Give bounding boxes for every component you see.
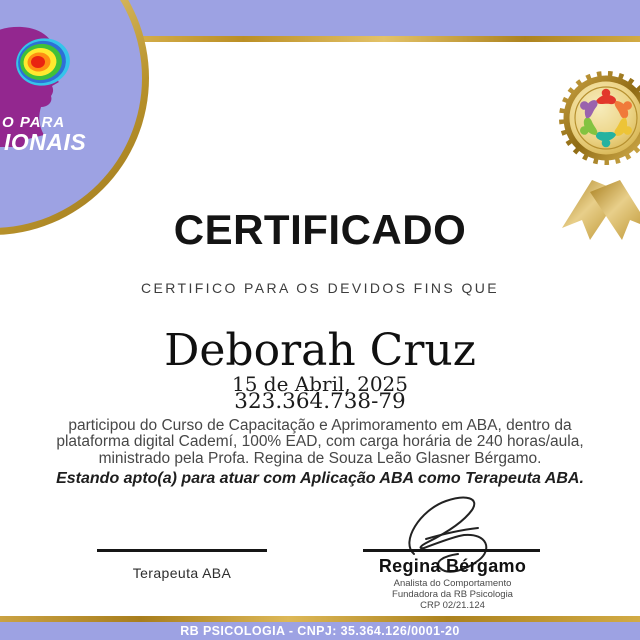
signer-name: Regina Bérgamo [378, 556, 527, 576]
body-line: plataforma digital Cademí, 100% EAD, com carga horária de 240 horas/aula, [56, 433, 584, 451]
body-line: ministrado pela Profa. Regina de Souza Leão Glasner Bérgamo. [98, 449, 542, 467]
signer-role: Analista do Comportamento [393, 578, 512, 589]
recipient-name: Deborah Cruz [164, 325, 476, 376]
certificate-title: CERTIFICADO [173, 206, 467, 253]
body-line: participou do Curso de Capacitação e Aprimoramento em ABA, dentro da [68, 417, 572, 434]
certificate-date: 15 de Abril, 2025 [231, 372, 408, 396]
signature-role-left: Terapeuta ABA [132, 565, 232, 581]
qualification-statement: Estando apto(a) para atuar com Aplicação ABA como Terapeuta ABA. [56, 470, 584, 487]
signature-line-right [363, 549, 540, 552]
signer-credentials [355, 578, 550, 611]
certificate-subtitle: CERTIFICO PARA OS DEVIDOS FINS QUE [140, 280, 500, 296]
signature-line-left [97, 549, 267, 552]
badge-text-line1: O PARA [2, 114, 66, 131]
signer-crp: CRP 02/21.124 [420, 600, 485, 611]
footer-bar: RB PSICOLOGIA - CNPJ: 35.364.126/0001-20 [0, 622, 640, 640]
badge-text-line2: IONAIS [4, 129, 87, 155]
recipient-document-number: 323.364.738-79 [234, 389, 406, 414]
signer-role: Fundadora da RB Psicologia [392, 589, 513, 600]
certificate-body [20, 418, 620, 467]
